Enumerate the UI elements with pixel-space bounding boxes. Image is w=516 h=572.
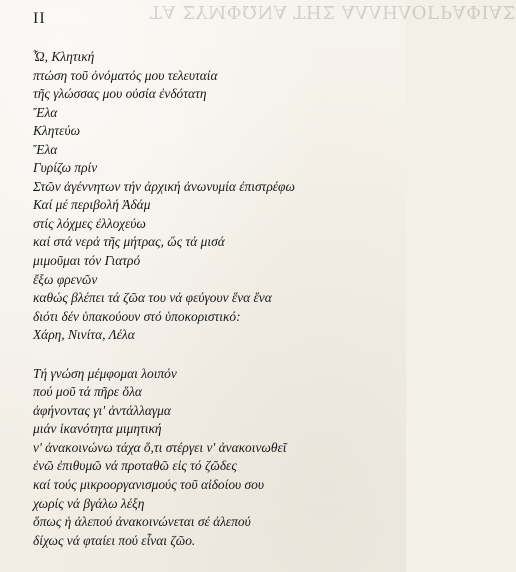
poem-line: Ἔλα <box>33 104 58 120</box>
poem-line: Τή γνώση μέμφομαι λοιπόν <box>33 365 177 381</box>
section-number: II <box>33 10 46 27</box>
poem-line: δίχως νά φταίει πού εἶναι ζῶο. <box>33 532 196 548</box>
poem-line: ἔξω φρενῶν <box>33 271 98 287</box>
poem-line: μιμοῦμαι τόν Γιατρό <box>33 253 141 269</box>
poem-line: Καί μέ περιβολή Ἀδάμ <box>33 197 151 213</box>
stanza-2 <box>33 365 393 550</box>
poem-line: καθώς βλέπει τά ζῶα του νά φεύγουν ἕνα ἕνα <box>33 290 272 306</box>
poem-line: Κλητεύω <box>33 123 81 139</box>
poem-line: στίς λόχμες ἐλλοχεύω <box>33 215 146 231</box>
poem-line: Γυρίζω πρίν <box>33 160 98 176</box>
poem <box>33 48 393 550</box>
poem-line: Ἔλα <box>33 141 58 157</box>
poem-line: διότι δέν ὑπακούουν στό ὑποκοριστικό: <box>33 308 241 324</box>
stanza-1 <box>33 48 393 345</box>
poem-line: Ὦ, Κλητική <box>33 49 95 64</box>
poem-line: ἀφήνοντας γι' ἀντάλλαγμα <box>33 402 171 418</box>
poem-line: Στῶν ἀγέννητων τήν ἀρχική ἀνωνυμία ἐπιστρέφω <box>33 178 295 194</box>
poem-line: ἐνῶ ἐπιθυμῶ νά προταθῶ εἰς τό ζῶδες <box>33 458 237 474</box>
poem-line: πού μοῦ τά πῆρε ὅλα <box>33 384 142 400</box>
poem-line: χωρίς νά βγάλω λέξη <box>33 495 145 511</box>
poem-line: πτώση τοῦ ὀνόματός μου τελευταία <box>33 67 218 83</box>
bleed-through-text: ΤΑ ΣΥΜΦΩΝΑ ΤΗΣ ΑΛΛΗΛΟΓΡΑΦΙΑΣ <box>150 1 516 22</box>
poem-line: μιάν ἱκανότητα μιμητική <box>33 421 162 437</box>
poem-line: καί στά νερά τῆς μήτρας, ὥς τά μισά <box>33 234 225 250</box>
poem-line: ν' ἀνακοινώνω τάχα ὅ,τι στέργει ν' ἀνακοινωθεῖ <box>33 439 287 455</box>
poem-line: Χάρη, Νινίτα, Λέλα <box>33 327 135 343</box>
poem-line: καί τούς μικροοργανισμούς τοῦ αἰδοίου σου <box>33 477 264 493</box>
poem-line: τῆς γλώσσας μου οὐσία ἐνδότατη <box>33 86 207 102</box>
poem-line: ὅπως ἡ ἀλεπού ἀνακοινώνεται σέ ἀλεπού <box>33 514 251 530</box>
